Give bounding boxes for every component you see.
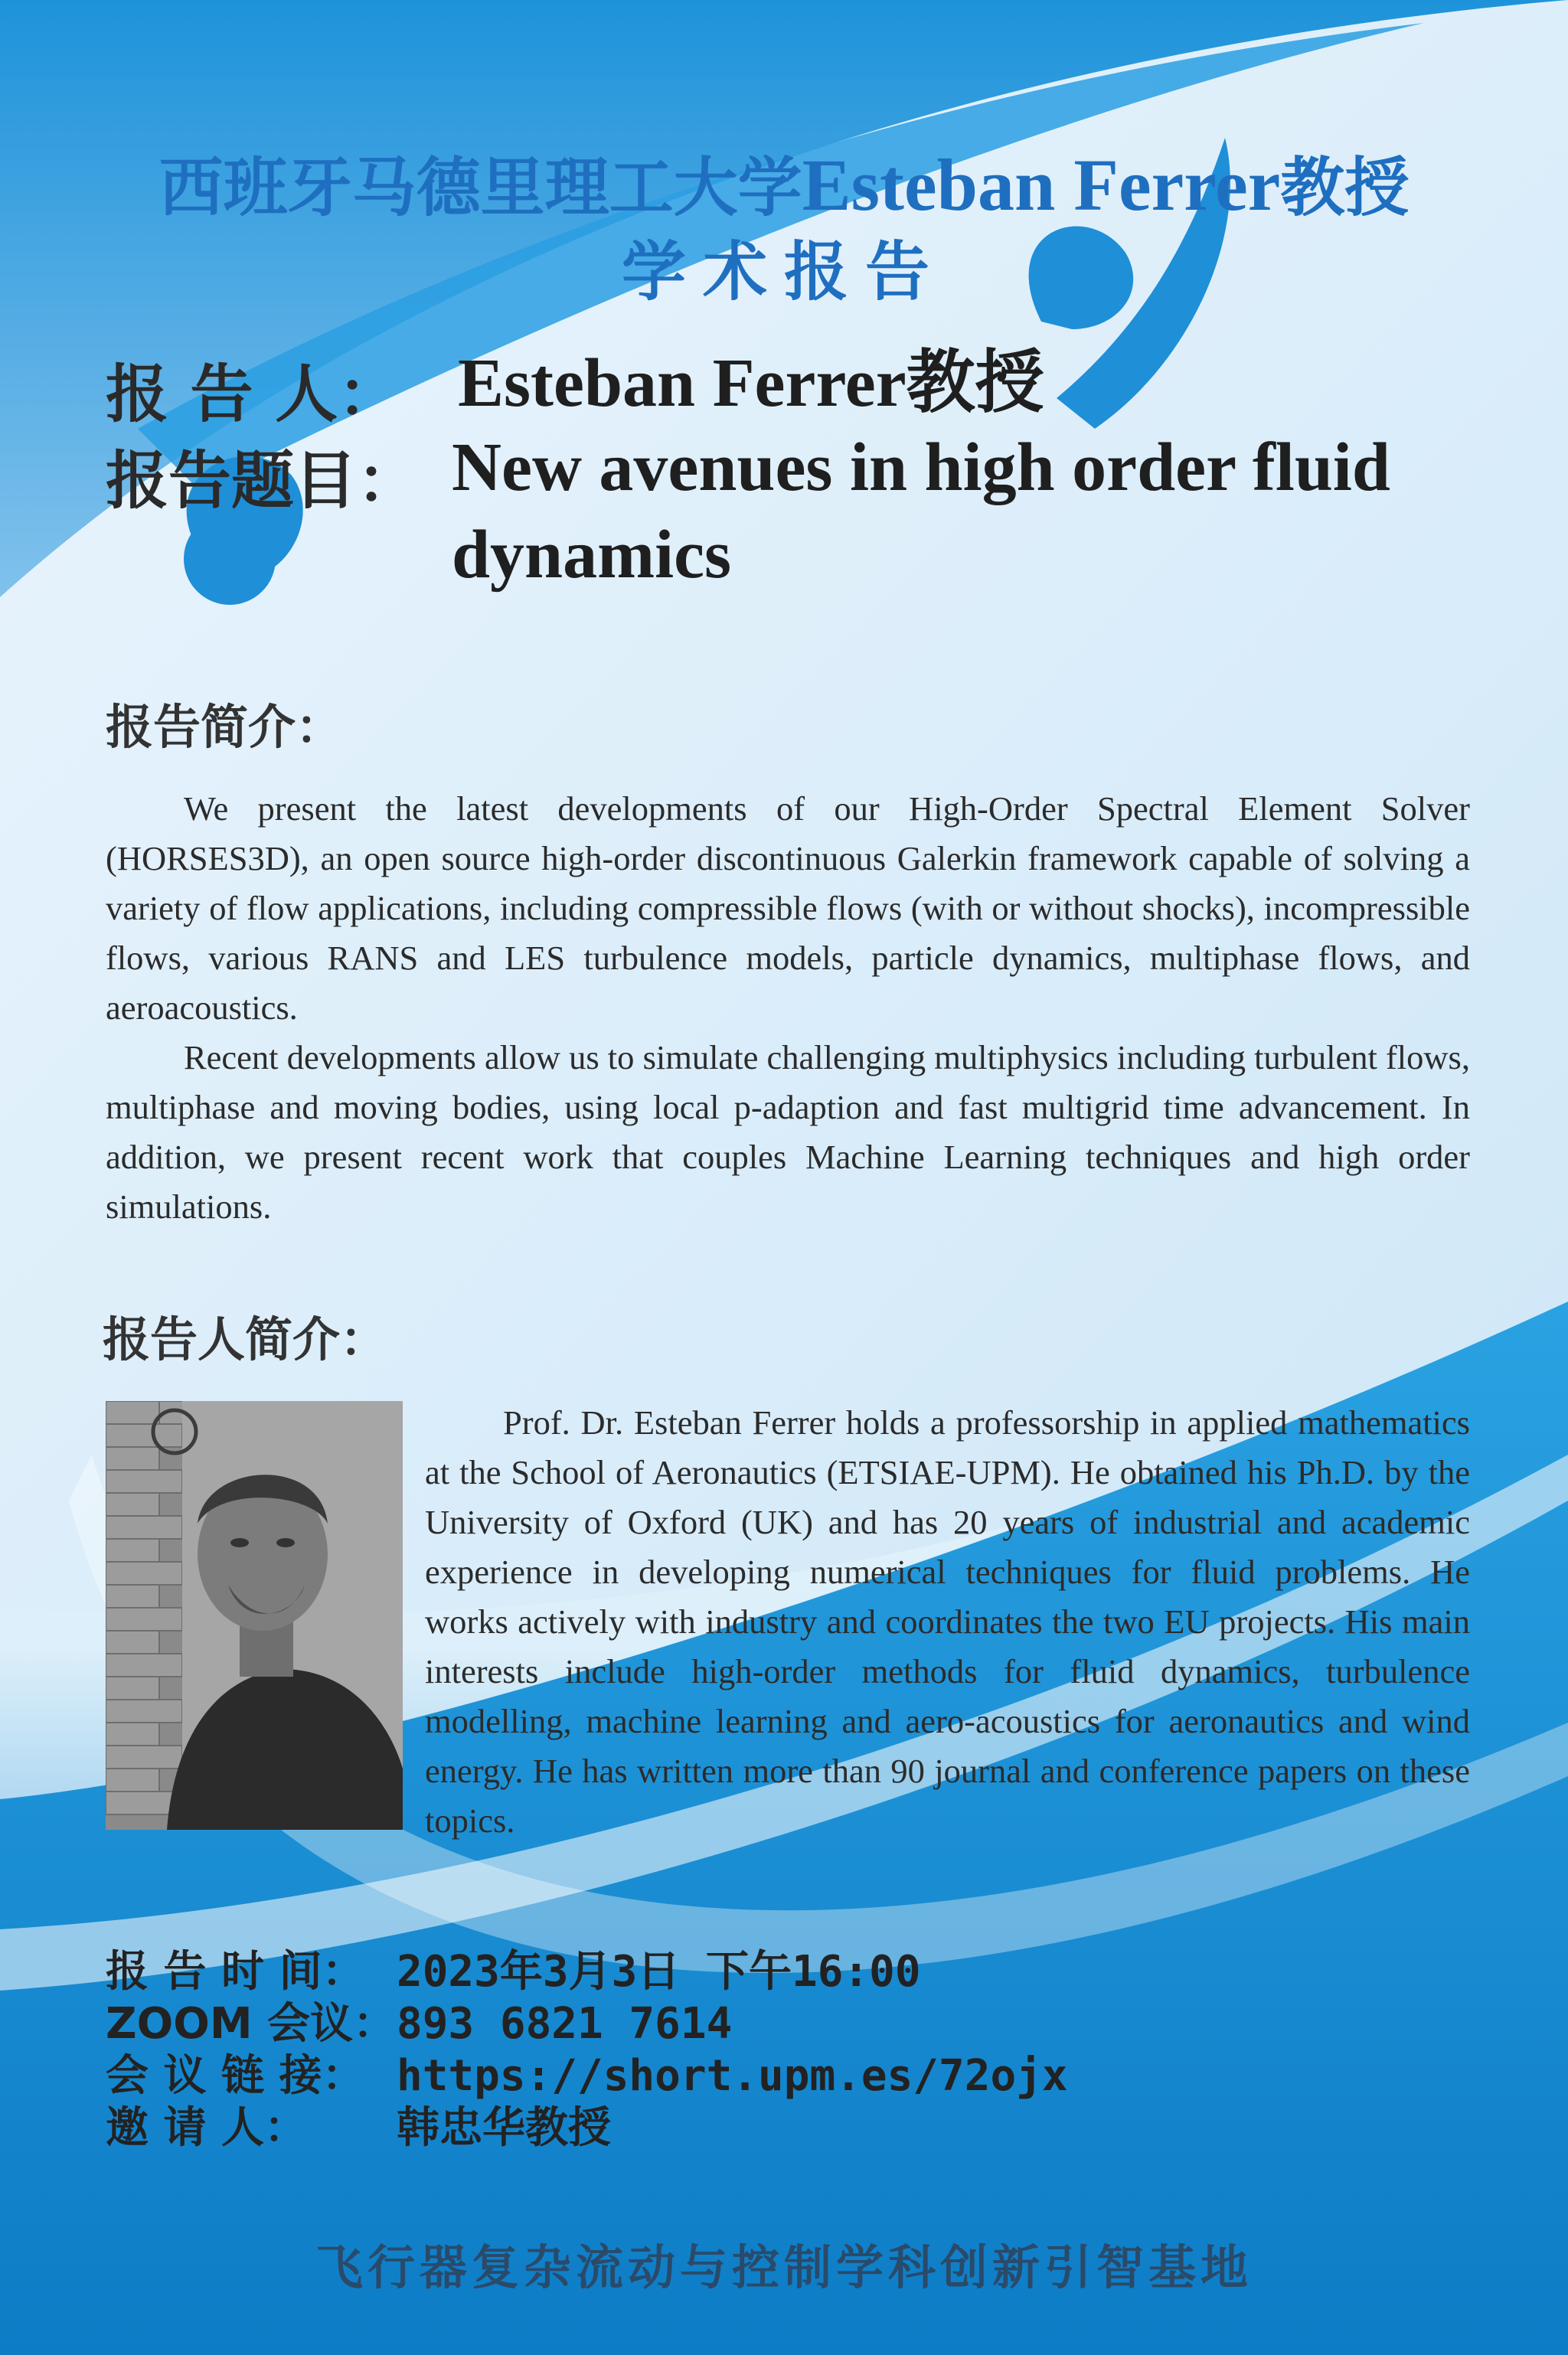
- poster-title-line1: [0, 136, 1568, 229]
- event-info: [106, 1946, 1068, 2154]
- topic-title: [452, 424, 1508, 599]
- zoom-id: 893 6821 7614: [397, 1999, 733, 2049]
- title-speaker-name: Esteban Ferrer: [802, 144, 1281, 226]
- speaker-photo: [106, 1401, 403, 1830]
- speaker-label: 报 告 人：: [106, 358, 401, 431]
- event-time-row: [106, 1946, 1068, 1998]
- bio-text-container: [425, 1398, 1470, 1846]
- link-row: [106, 2050, 1068, 2102]
- host-row: [106, 2102, 1068, 2154]
- bio-heading: 报告人简介：: [103, 1311, 388, 1367]
- organizer-footer: 飞行器复杂流动与控制学科创新引智基地: [315, 2239, 1253, 2295]
- topic-label: 报告题目：: [106, 445, 420, 518]
- abstract-body: [106, 784, 1470, 1232]
- title-suffix: 教授: [1280, 150, 1410, 225]
- host-label: 邀 请 人：: [106, 2103, 307, 2153]
- bio-paragraph: Prof. Dr. Esteban Ferrer holds a professorship in applied mathematics at the School of Aeronautics (ETSIAE-UPM). He obtained his Ph.D. by the University of Oxford (UK) and has 20 years of industrial and academic experience in developing numerical techniques for fluid problems. He works actively with industry and coordinates the two EU projects. His main interests include high-order methods for fluid dynamics, turbulence modelling, machine learning and aero-acoustics for aeronautics and wind energy. He has written more than 90 journal and conference papers on these topics.: [425, 1403, 1470, 1840]
- abstract-paragraph-1: We present the latest developments of our High-Order Spectral Element Solver (HORSES3D), an open source high-order discontinuous Galerkin framework capable of solving a variety of flow applications, including compressible flows (with or without shocks), incompressible flows, various RANS and LES turbulence models, particle dynamics, multiphase flows, and aeroacoustics.: [106, 789, 1470, 1027]
- abstract-heading: 报告简介：: [106, 699, 344, 755]
- zoom-label: ZOOM 会议：: [106, 1999, 397, 2049]
- event-time-value: 2023年3月3日 下午16:00: [397, 1947, 921, 1997]
- topic-line-2: dynamics: [452, 517, 732, 593]
- poster-title-line2: 学术报告: [621, 234, 946, 309]
- link-label: 会 议 链 接：: [106, 2051, 365, 2101]
- speaker-name: Esteban Ferrer教授: [458, 345, 1044, 421]
- topic-line-1: New avenues in high order fluid: [452, 430, 1390, 505]
- abstract-paragraph-2: Recent developments allow us to simulate challenging multiphysics including turbulent flows, multiphase and moving bodies, using local p-adaption and fast multigrid time advancement. In addition, we present recent work that couples Machine Learning techniques and high order simulations.: [106, 1038, 1470, 1226]
- event-time-label: 报 告 时 间：: [106, 1947, 365, 1997]
- meeting-link[interactable]: https://short.upm.es/72ojx: [397, 2051, 1068, 2101]
- host-name: 韩忠华教授: [397, 2103, 611, 2153]
- zoom-row: [106, 1998, 1068, 2050]
- title-university: 西班牙马德里理工大学: [158, 150, 802, 225]
